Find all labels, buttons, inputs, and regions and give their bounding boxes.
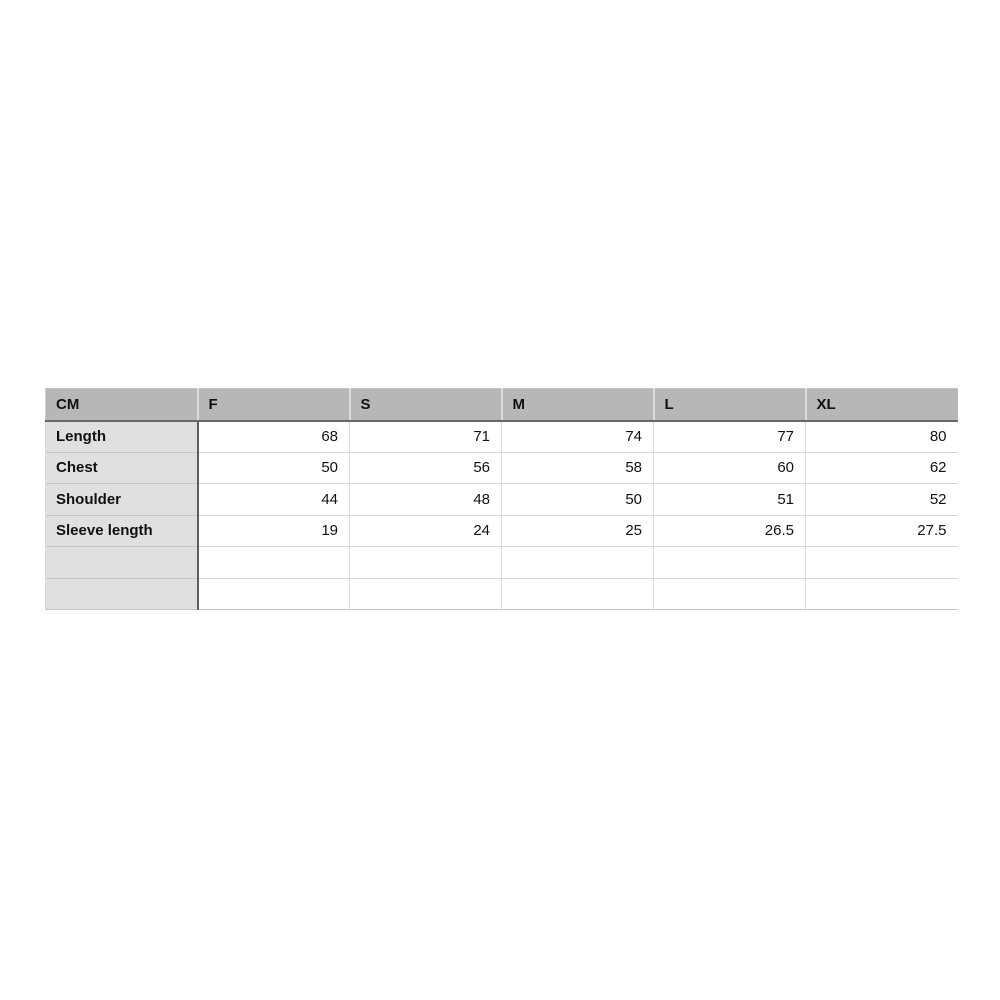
row-label-shoulder: Shoulder [46, 484, 198, 516]
row-label-empty [46, 578, 198, 610]
table-row-empty-2 [46, 578, 958, 610]
column-header-size-f: F [198, 389, 350, 421]
cell-shoulder-f: 44 [198, 484, 350, 516]
cell-chest-m: 58 [502, 452, 654, 484]
cell-shoulder-m: 50 [502, 484, 654, 516]
cell-empty [350, 578, 502, 610]
cell-chest-xl: 62 [806, 452, 958, 484]
cell-sleeve-m: 25 [502, 515, 654, 547]
cell-empty [502, 547, 654, 579]
cell-shoulder-s: 48 [350, 484, 502, 516]
row-label-empty [46, 547, 198, 579]
cell-length-xl: 80 [806, 421, 958, 453]
cell-sleeve-xl: 27.5 [806, 515, 958, 547]
table-row-length [46, 421, 958, 453]
cell-empty [502, 578, 654, 610]
cell-length-m: 74 [502, 421, 654, 453]
column-header-size-m: M [502, 389, 654, 421]
table-row-chest [46, 452, 958, 484]
row-label-chest: Chest [46, 452, 198, 484]
row-label-sleeve-length: Sleeve length [46, 515, 198, 547]
cell-empty [198, 547, 350, 579]
table-row-sleeve-length [46, 515, 958, 547]
table-row-shoulder [46, 484, 958, 516]
column-header-size-s: S [350, 389, 502, 421]
column-header-size-xl: XL [806, 389, 958, 421]
size-chart-table [45, 388, 958, 610]
column-header-unit: CM [46, 389, 198, 421]
cell-empty [654, 547, 806, 579]
row-label-length: Length [46, 421, 198, 453]
cell-length-f: 68 [198, 421, 350, 453]
cell-chest-f: 50 [198, 452, 350, 484]
cell-shoulder-l: 51 [654, 484, 806, 516]
cell-chest-s: 56 [350, 452, 502, 484]
cell-empty [654, 578, 806, 610]
cell-empty [350, 547, 502, 579]
cell-empty [198, 578, 350, 610]
cell-shoulder-xl: 52 [806, 484, 958, 516]
cell-empty [806, 547, 958, 579]
cell-length-s: 71 [350, 421, 502, 453]
cell-length-l: 77 [654, 421, 806, 453]
cell-sleeve-f: 19 [198, 515, 350, 547]
cell-sleeve-s: 24 [350, 515, 502, 547]
cell-empty [806, 578, 958, 610]
cell-sleeve-l: 26.5 [654, 515, 806, 547]
table-row-empty-1 [46, 547, 958, 579]
cell-chest-l: 60 [654, 452, 806, 484]
column-header-size-l: L [654, 389, 806, 421]
header-row [46, 389, 958, 421]
